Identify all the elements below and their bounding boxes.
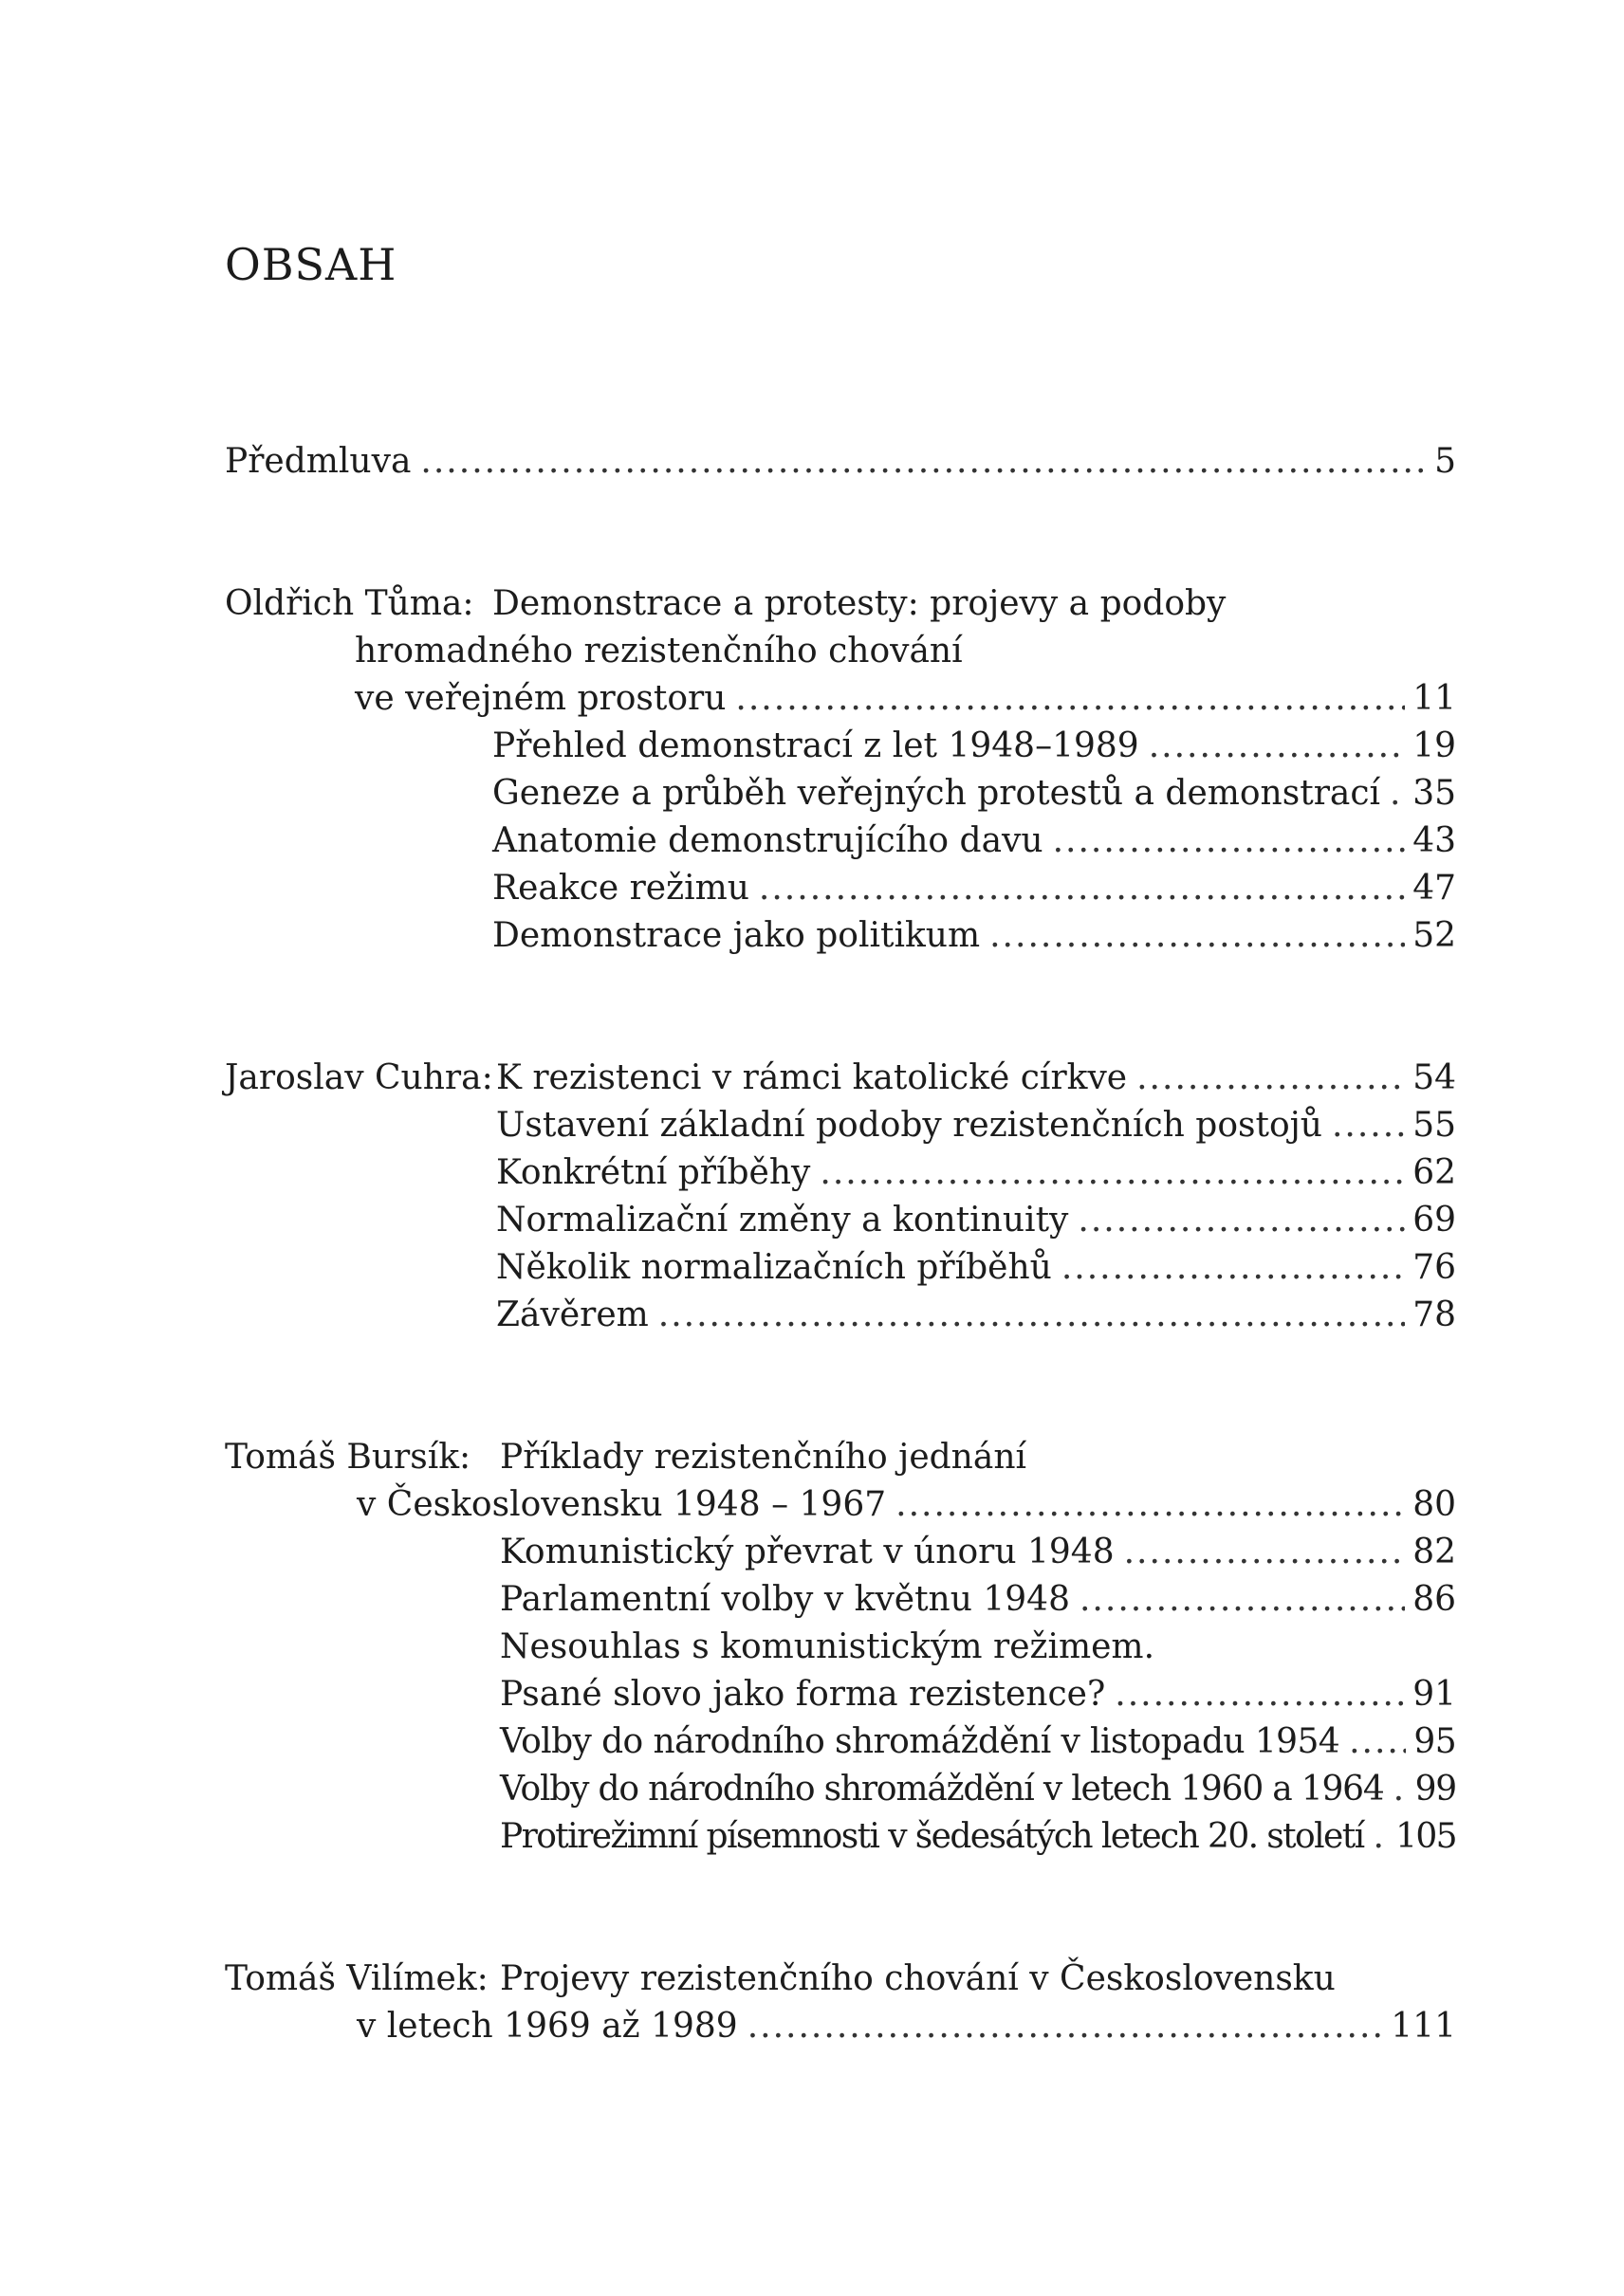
- toc-entry-subsection[interactable]: [496, 1197, 1456, 1244]
- toc-entry-page: 5: [1434, 442, 1456, 481]
- toc-entry-page: 99: [1414, 1770, 1456, 1809]
- toc-entry-subsection[interactable]: [496, 1244, 1456, 1292]
- dot-leader: [658, 1292, 1405, 1339]
- section-author: Jaroslav Cuhra:: [225, 1058, 493, 1097]
- dot-leader: [989, 912, 1405, 960]
- toc-entry-label: v Československu 1948 – 1967: [357, 1485, 887, 1524]
- dot-leader: [747, 2003, 1384, 2050]
- toc-entry-page: 78: [1412, 1295, 1456, 1334]
- section-author: Tomáš Vilímek:: [225, 1959, 489, 1998]
- toc-entry-label: Normalizační změny a kontinuity: [496, 1201, 1069, 1240]
- toc-entry-page: 91: [1412, 1675, 1456, 1714]
- toc-entry-subsection[interactable]: [496, 1149, 1456, 1197]
- dot-leader: [1078, 1197, 1405, 1244]
- toc-entry-section[interactable]: [355, 675, 1456, 723]
- dot-leader: [1061, 1244, 1405, 1292]
- dot-leader: [1393, 1766, 1408, 1813]
- section-author: Oldřich Tůma:: [225, 584, 474, 623]
- toc-entry-label: Konkrétní příběhy: [496, 1153, 811, 1192]
- toc-entry-label: Závěrem: [496, 1295, 649, 1334]
- section-author: Tomáš Bursík:: [225, 1438, 471, 1477]
- toc-entry-page: 54: [1412, 1058, 1456, 1097]
- dot-leader: [1149, 723, 1406, 770]
- dot-leader: [820, 1149, 1405, 1197]
- toc-entry-label: Parlamentní volby v květnu 1948: [500, 1580, 1070, 1619]
- dot-leader: [895, 1481, 1405, 1529]
- toc-entry-label: Volby do národního shromáždění v listopadu 1954: [500, 1722, 1340, 1761]
- toc-entry-section[interactable]: [357, 1481, 1456, 1529]
- toc-entry-page: 19: [1412, 726, 1456, 765]
- toc-entry-subsection[interactable]: [500, 1813, 1456, 1861]
- toc-entry-page: 111: [1391, 2007, 1456, 2046]
- toc-entry-page: 47: [1412, 869, 1456, 908]
- toc-entry-subsection[interactable]: [496, 1292, 1456, 1339]
- toc-entry-page: 86: [1412, 1580, 1456, 1619]
- toc-entry-label: Psané slovo jako forma rezistence?: [500, 1675, 1106, 1714]
- dot-leader: [1390, 770, 1405, 817]
- dot-leader: [1080, 1576, 1405, 1624]
- dot-leader: [735, 675, 1405, 723]
- dot-leader: [1349, 1718, 1406, 1766]
- toc-entry-label: Volby do národního shromáždění v letech 1960 a 1964: [500, 1770, 1384, 1809]
- toc-entry-subsection[interactable]: [500, 1671, 1456, 1718]
- dot-leader: [1136, 1055, 1405, 1102]
- dot-leader: [1332, 1102, 1405, 1149]
- section-heading-line: Příklady rezistenčního jednání: [500, 1438, 1027, 1477]
- section-heading-line: Projevy rezistenčního chování v Československu: [500, 1959, 1336, 1998]
- toc-entry-label: K rezistenci v rámci katolické církve: [496, 1058, 1128, 1097]
- toc-entry-label: ve veřejném prostoru: [355, 679, 727, 718]
- toc-entry-label: Několik normalizačních příběhů: [496, 1248, 1052, 1287]
- section-heading-line: hromadného rezistenčního chování: [355, 632, 963, 670]
- toc-entry-page: 105: [1395, 1817, 1456, 1856]
- toc-entry-label: Geneze a průběh veřejných protestů a demonstrací: [492, 774, 1381, 813]
- dot-leader: [1124, 1529, 1406, 1576]
- toc-entry-page: 76: [1412, 1248, 1456, 1287]
- toc-entry-subsection[interactable]: [500, 1576, 1456, 1624]
- toc-entry-label: Předmluva: [225, 442, 412, 481]
- toc-entry-label: Anatomie demonstrujícího davu: [492, 821, 1043, 860]
- toc-entry-subsection[interactable]: [500, 1529, 1456, 1576]
- toc-entry-label: Přehled demonstrací z let 1948–1989: [492, 726, 1139, 765]
- toc-entry-subsection[interactable]: [492, 817, 1456, 865]
- toc-entry-subsection[interactable]: [496, 1102, 1456, 1149]
- toc-entry-page: 82: [1412, 1533, 1456, 1571]
- toc-entry-page: 55: [1412, 1106, 1456, 1145]
- toc-entry-page: 62: [1412, 1153, 1456, 1192]
- toc-entry-label: Reakce režimu: [492, 869, 749, 908]
- toc-entry-subsection[interactable]: [492, 770, 1456, 817]
- toc-entry-label: Demonstrace jako politikum: [492, 916, 981, 955]
- toc-entry-label: v letech 1969 až 1989: [357, 2007, 738, 2046]
- toc-entry-page: 43: [1412, 821, 1456, 860]
- dot-leader: [1115, 1671, 1405, 1718]
- toc-entry-preface[interactable]: [225, 438, 1456, 486]
- subsection-heading-line: Nesouhlas s komunistickým režimem.: [500, 1627, 1155, 1666]
- toc-entry-page: 52: [1412, 916, 1456, 955]
- toc-entry-subsection[interactable]: [500, 1766, 1456, 1813]
- toc-entry-subsection[interactable]: [492, 912, 1456, 960]
- toc-entry-section[interactable]: [496, 1055, 1456, 1102]
- toc-entry-subsection[interactable]: [492, 723, 1456, 770]
- toc-entry-section[interactable]: [357, 2003, 1456, 2050]
- toc-entry-page: 80: [1412, 1485, 1456, 1524]
- toc-entry-page: 11: [1412, 679, 1456, 718]
- page-title: OBSAH: [225, 239, 397, 290]
- toc-entry-label: Ustavení základní podoby rezistenčních postojů: [496, 1106, 1322, 1145]
- toc-entry-label: Komunistický převrat v únoru 1948: [500, 1533, 1115, 1571]
- toc-entry-page: 35: [1412, 774, 1456, 813]
- toc-entry-page: 95: [1413, 1722, 1456, 1761]
- toc-entry-subsection[interactable]: [492, 865, 1456, 912]
- toc-entry-subsection[interactable]: [500, 1718, 1456, 1766]
- dot-leader: [759, 865, 1405, 912]
- toc-entry-page: 69: [1412, 1201, 1456, 1240]
- dot-leader: [1053, 817, 1406, 865]
- dot-leader: [420, 438, 1427, 486]
- toc-entry-label: Protirežimní písemnosti v šedesátých letech 20. století: [500, 1817, 1364, 1856]
- section-heading-line: Demonstrace a protesty: projevy a podoby: [492, 584, 1227, 623]
- dot-leader: [1374, 1813, 1389, 1861]
